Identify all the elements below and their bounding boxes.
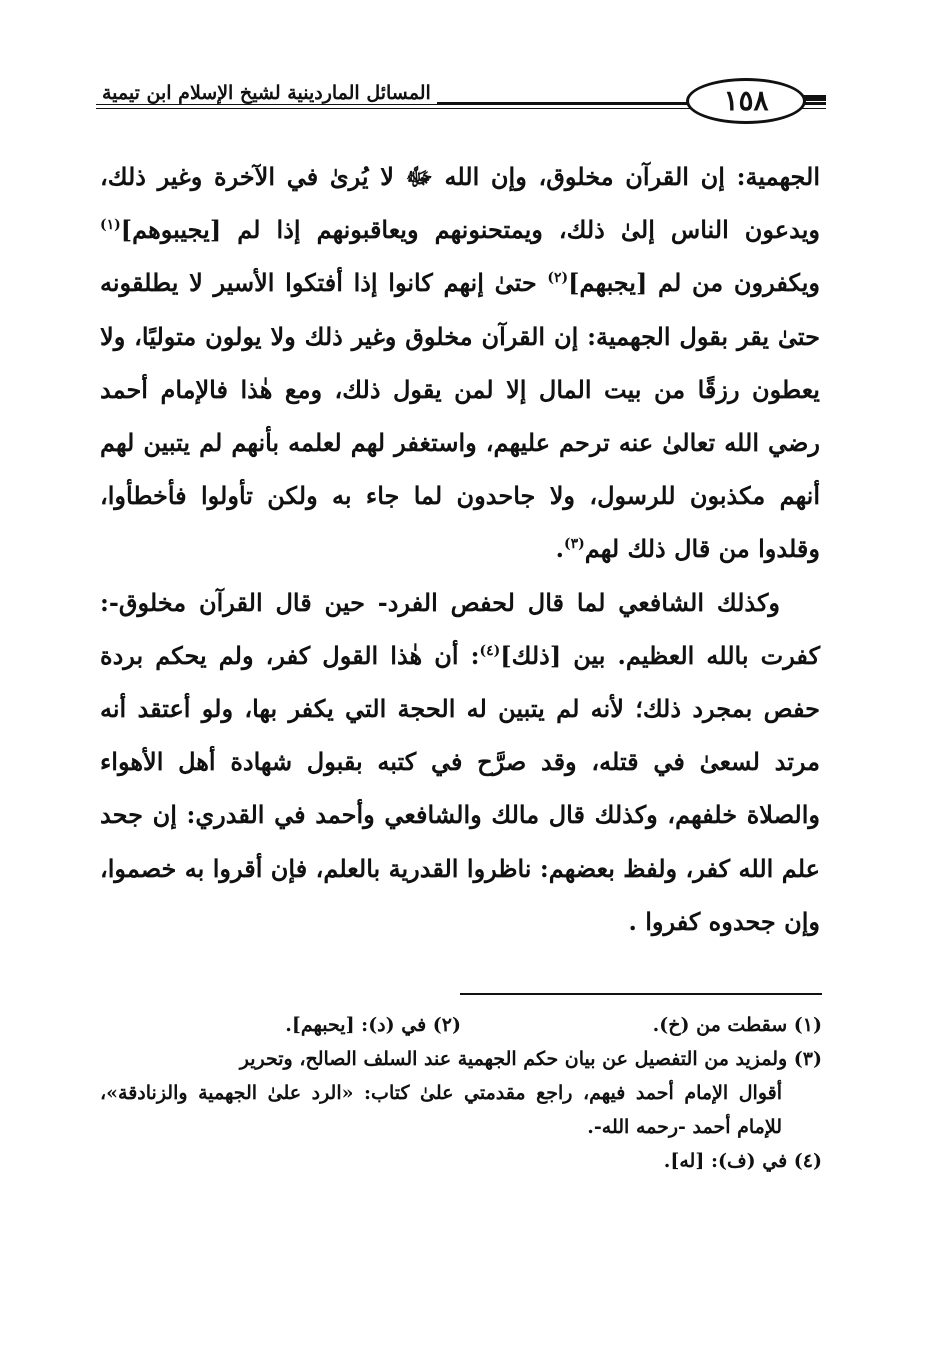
footnotes — [100, 1008, 822, 1178]
footnote-3-line-2: أقوال الإمام أحمد فيهم، راجع مقدمتي علىٰ كتاب: «الرد علىٰ الجهمية والزنادقة»، للإمام أحمد -رحمه الله-. — [100, 1082, 782, 1138]
footnote-4: (٤) في (ف): [له]. — [663, 1150, 822, 1172]
footnote-3 — [100, 1042, 822, 1144]
paragraph-1-text-d: . — [555, 534, 564, 564]
page-number: ١٥٨ — [686, 78, 806, 124]
paragraph-1 — [100, 150, 820, 576]
footnote-separator — [460, 993, 822, 995]
paragraph-1-text-c: حتىٰ إنهم كانوا إذا أفتكوا الأسير لا يطلقونه حتىٰ يقر بقول الجهمية: إن القرآن مخلوق وغير ذلك ولا يولون متوليًا، ولا يعطون رزقًا من بيت المال إلا لمن يقول ذلك، ومع هٰذا فالإمام أحمد رضي الله تعالىٰ عنه ترحم عليهم، واستغفر لهم لعلمه بأنهم لم يتبين لهم أنهم مكذبون للرسول، ولا جاحدون لما جاء به ولكن تأولوا فأخطأوا، وقلدوا من قال ذلك لهم — [100, 268, 820, 564]
paragraph-2-text-a: وكذلك الشافعي لما قال لحفص الفرد- حين قال القرآن مخلوق-: كفرت بالله العظيم. بين [ذلك] — [100, 587, 821, 670]
footnote-3-line-1: (٣) ولمزيد من التفصيل عن بيان حكم الجهمية عند السلف الصالح، وتحرير — [239, 1048, 822, 1070]
running-title: المسائل الماردينية لشيخ الإسلام ابن تيمية — [96, 82, 437, 104]
footnote-ref-1: (١) — [100, 217, 121, 234]
footnote-2: (٢) في (د): [يحبهم]. — [285, 1014, 461, 1036]
paragraph-2-text-b: : أن هٰذا القول كفر، ولم يحكم بردة حفص بمجرد ذلك؛ لأنه لم يتبين له الحجة التي يكفر بها، ولو أعتقد أنه مرتد لسعىٰ في قتله، وقد صرَّح في كتبه بقبول شهادة أهل الأهواء والصلاة خلفهم، وكذلك قال مالك والشافعي وأحمد في القدري: إن جحد علم الله كفر، ولفظ بعضهم: ناظروا القدرية بالعلم، فإن أقروا به خصموا، وإن جحدوه كفروا . — [100, 640, 820, 936]
footnote-ref-3: (٣) — [564, 536, 585, 553]
footnote-ref-4: (٤) — [479, 642, 501, 659]
paragraph-1-text-b: ويكفرون من لم [يجبهم] — [568, 268, 820, 298]
footnotes-row-1-2 — [100, 1008, 822, 1042]
paragraph-2 — [100, 576, 820, 948]
footnote-ref-2: (٢) — [547, 270, 569, 287]
footnote-1: (١) سقطت من (خ). — [652, 1014, 822, 1036]
main-text — [100, 150, 820, 948]
paragraph-1-text-a: الجهمية: إن القرآن مخلوق، وإن الله ﷻ لا يُرىٰ في الآخرة وغير ذلك، ويدعون الناس إلىٰ ذلك، ويمتحنونهم ويعاقبونهم إذا لم [يجيبوهم] — [100, 162, 820, 245]
page-header — [96, 78, 826, 128]
